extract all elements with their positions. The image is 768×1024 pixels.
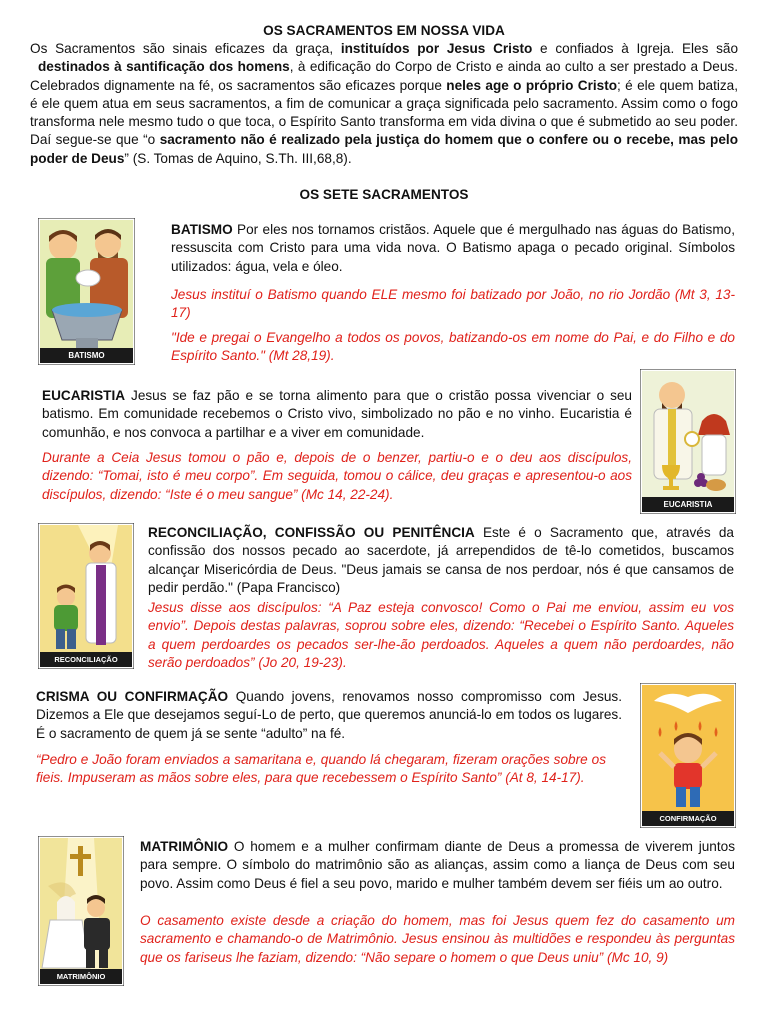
eucharist-image bbox=[640, 369, 736, 514]
confirmation-quote: “Pedro e João foram enviados a samaritana e, quando lá chegaram, fizeram orações sobre os fieis. Impuseram as mãos sobre eles, para que recebessem o Espírito Santo” (At 8, 14-17). bbox=[36, 752, 606, 786]
reconciliation-image bbox=[38, 523, 134, 669]
baptism-heading: BATISMO bbox=[171, 222, 233, 237]
eucharist-caption: EUCARISTIA bbox=[642, 497, 734, 512]
confirmation-caption: CONFIRMAÇÃO bbox=[642, 811, 734, 826]
matrimony-caption: MATRIMÔNIO bbox=[40, 969, 122, 984]
eucharist-quote: Durante a Ceia Jesus tomou o pão e, depois de o benzer, partiu-o e o deu aos discípulos, dizendo: “Tomai, isto é meu corpo”. Em seguida, tomou o cálice, deu graças e apresentou-o aos discípulos, dizendo: “Iste é o meu sangue” (Mc 14, 22-24). bbox=[42, 450, 632, 502]
baptism-body: Por eles nos tornamos cristãos. Aquele que é mergulhado nas águas do Batismo, ressuscita com Cristo para uma vida nova. O Batismo apaga o pecado original. Símbolos utilizados: água, vela e óleo. bbox=[171, 222, 735, 274]
eucharist-body: Jesus se faz pão e se torna alimento para que o cristão possa vivenciar o seu batismo. Em comunidade recebemos o Cristo vivo, simbolizado no pão e no vinho. Eucaristia é comunhão, e nos convoca a partilhar e a viver em comunidade. bbox=[42, 388, 632, 440]
matrimony-text bbox=[140, 838, 735, 893]
intro-text-4: ; é ele quem batiza, é ele quem atua em seus sacramentos, a fim de comunicar a graça significada pelo sacramento. Assim como o fogo transforma nele mesmo tudo o que toca, o Espírito Santo transforma em vida divina o que é submetido ao seu poder. Daí segue-se que “o bbox=[30, 77, 738, 148]
intro-text-3: , à edificação do Corpo de Cristo e ainda ao culto a ser prestado a Deus. Celebrados dignamente na fé, os sacramentos são eficazes porque bbox=[30, 59, 738, 93]
reconciliation-body: Este é o Sacramento que, através da confissão dos nossos pecado ao sacerdote, já arrependidos de tê-lo cometidos, buscamos alcançar Misericórdia de Deus. "Deus jamais se cansa de nos perdoar, nós é que cansamos de pedir perdão." (Papa Francisco) bbox=[148, 525, 734, 595]
intro-bold-3: neles age o próprio Cristo bbox=[446, 77, 618, 93]
reconciliation-text bbox=[148, 524, 734, 597]
matrimony-quote: O casamento existe desde a criação do homem, mas foi Jesus quem fez do casamento um sacramento e chamando-o de Matrimônio. Jesus ensinou às multidões e respondeu às perguntas que os fariseus lhe faziam, dizendo: “Não separe o homem o que Deus uniu” (Mc 10, 9) bbox=[140, 913, 735, 965]
eucharist-text bbox=[42, 387, 632, 442]
reconciliation-quote: Jesus disse aos discípulos: “A Paz esteja convosco! Como o Pai me enviou, assim eu vos envio”. Depois destas palavras, soprou sobre eles, dizendo: “Recebei o Espírito Santo. Aqueles a quem perdoardes os pecados ser-lhe-ão perdoados. Aqueles a quem não perdoardes, não serão perdoados” (Jo 20, 19-23). bbox=[148, 600, 734, 670]
reconciliation-caption: RECONCILIAÇÃO bbox=[40, 652, 132, 667]
confirmation-heading: CRISMA OU CONFIRMAÇÃO bbox=[36, 689, 229, 704]
matrimony-image bbox=[38, 836, 124, 986]
confirmation-text bbox=[36, 688, 622, 743]
baptism-text bbox=[171, 221, 735, 276]
baptism-quote-2: "Ide e pregai o Evangelho a todos os povos, batizando-os em nome do Pai, e do Filho e do Espírito Santo." (Mt 28,19). bbox=[171, 330, 735, 364]
matrimony-heading: MATRIMÔNIO bbox=[140, 839, 229, 854]
intro-text-2: e confiados à Igreja. Eles são bbox=[532, 41, 739, 56]
confirmation-body: Quando jovens, renovamos nosso compromisso com Jesus. Dizemos a Ele que desejamos seguí-Lo de perto, que queremos anunciá-lo em todos os lugares. É o sacramento de quem já se sente “adulto” na fé. bbox=[36, 689, 623, 741]
intro-bold-2: destinados à santificação dos homens bbox=[38, 59, 290, 75]
confirmation-image bbox=[640, 683, 736, 828]
intro-paragraph bbox=[30, 40, 738, 168]
reconciliation-heading: RECONCILIAÇÃO, CONFISSÃO OU PENITÊNCIA bbox=[148, 525, 475, 540]
page-title: OS SACRAMENTOS EM NOSSA VIDA bbox=[263, 23, 505, 38]
section-title: OS SETE SACRAMENTOS bbox=[299, 187, 469, 202]
eucharist-heading: EUCARISTIA bbox=[42, 388, 126, 403]
intro-text-1: Os Sacramentos são sinais eficazes da graça, bbox=[30, 41, 341, 56]
baptism-quote-1: Jesus instituí o Batismo quando ELE mesmo foi batizado por João, no rio Jordão (Mt 3, 13-17) bbox=[171, 287, 735, 321]
baptism-caption: BATISMO bbox=[40, 348, 133, 363]
intro-bold-1: instituídos por Jesus Cristo bbox=[340, 41, 533, 56]
baptism-image bbox=[38, 218, 135, 365]
matrimony-body: O homem e a mulher confirmam diante de Deus a promessa de viverem juntos para sempre. O símbolo do matrimônio são as alianças, assim como a liança de Deus com seu povo. Assim como Deus é fiel a seu povo, marido e mulher também devem ser fiéis um ao outro. bbox=[140, 839, 735, 891]
intro-bold-4: sacramento não é realizado pela justiça do homem que o confere ou o recebe, mas pelo poder de Deus bbox=[30, 132, 738, 166]
intro-text-5: ” (S. Tomas de Aquino, S.Th. III,68,8). bbox=[124, 150, 352, 166]
